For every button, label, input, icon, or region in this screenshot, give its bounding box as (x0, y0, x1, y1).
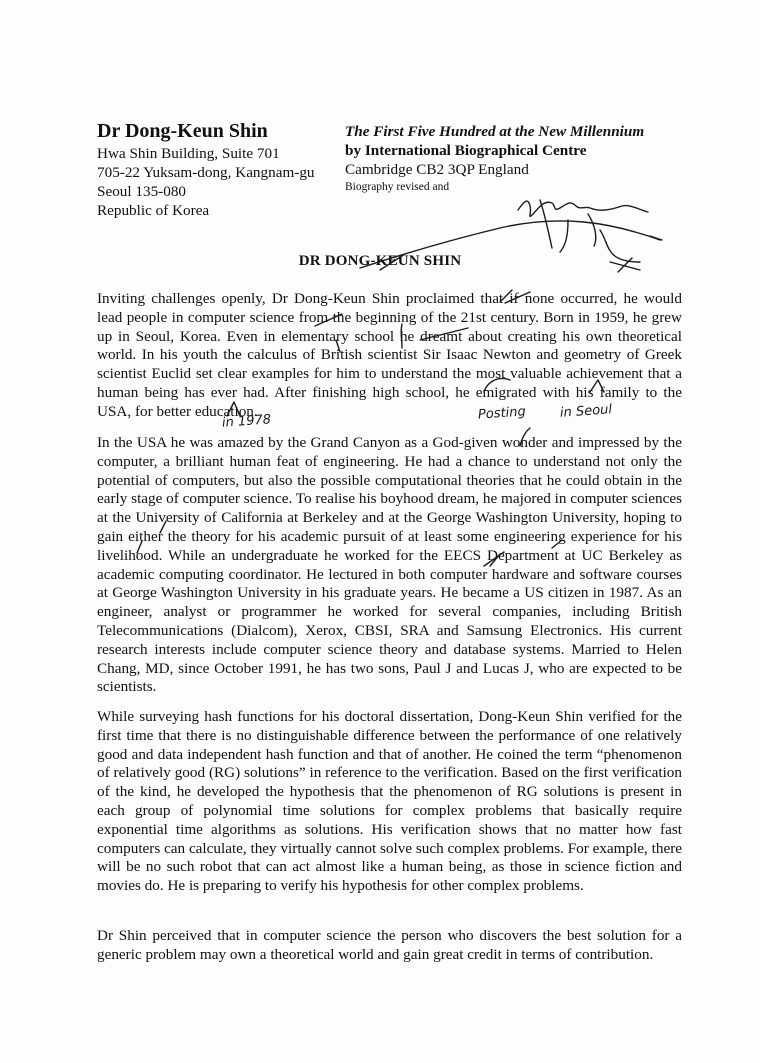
paragraph: Inviting challenges openly, Dr Dong-Keun Shin proclaimed that if none occurred, he would lead people in computer science from the beginning of the 21st century. Born in 1959, he grew up in Seoul, Korea. Even in elementary school he dreamt about creating his own theoretical world. In his youth the calculus of British scientist Sir Isaac Newton and geometry of Greek scientist Euclid set clear examples for him to understand the most valuable achievement that a human being has ever had. After finishing high school, he emigrated with his family to the USA, for better education. (97, 290, 682, 420)
sender-address-line: Republic of Korea (97, 202, 210, 219)
sender-address-line: Hwa Shin Building, Suite 701 (97, 145, 280, 162)
publisher-city: Cambridge CB2 3QP England (345, 161, 529, 178)
sender-address-line: 705-22 Yuksam-dong, Kangnam-gu (97, 164, 315, 181)
publisher-line: by International Biographical Centre (345, 142, 587, 159)
sender-address-line: Seoul 135-080 (97, 183, 187, 200)
signature (518, 200, 648, 252)
sender-name: Dr Dong-Keun Shin (97, 120, 268, 142)
handwritten-note-year: in 1978 (221, 412, 272, 431)
publication-title: The First Five Hundred at the New Millennium (345, 123, 645, 140)
recipient-block (345, 122, 665, 196)
paragraph: In the USA he was amazed by the Grand Canyon as a God-given wonder and impressed by the computer, a brilliant human feat of engineering. He had a chance to understand not only the potential of computers, but also the possible computational theories that he could obtain in the early stage of computer science. To realise his boyhood dream, he majored in computer sciences at the University of California at Berkeley and at the George Washington University, hoping to gain either the theory for his academic pursuit of at least some engineering experience for his livelihood. While an undergraduate he worked for the EECS Department at UC Berkeley as academic computing coordinator. He lectured in both computer hardware and software courses at George Washington University in his graduate years. He became a US citizen in 1987. As an engineer, analyst or programmer he worked for several companies, including British Telecommunications (Dialcom), Xerox, CBSI, SRA and Samsung Electronics. His current research interests include computer science theory and database systems. Married to Helen Chang, MD, since October 1991, he has two sons, Paul J and Lucas J, who are expected to be scientists. (97, 434, 682, 696)
paragraph: Dr Shin perceived that in computer science the person who discovers the best solution for a generic problem may own a theoretical world and gain great credit in terms of contribution. (97, 927, 682, 963)
handwritten-note-insert: in Seoul (559, 402, 613, 421)
document-title: DR DONG-KEUN SHIN (298, 253, 462, 269)
revision-note: Biography revised and (345, 181, 450, 193)
sender-block (97, 118, 337, 220)
handwritten-note-insert: Posting (477, 404, 527, 423)
paragraph: While surveying hash functions for his doctoral dissertation, Dong-Keun Shin verified for the first time that there is no distinguishable difference between the performance of one relatively good and data independent hash function and that of another. He coined the term “phenomenon of relatively good (RG) solutions” in reference to the verification. Based on the first verification of the kind, he developed the hypothesis that the phenomenon of RG solutions is present in each group of polynomial time solutions for complex problems that basically require exponential time algorithms as solutions. His verification shows that no matter how fast computers can calculate, they virtually cannot solve such complex problems. For example, there will be no such robot that can act almost like a human being, as those in science fiction and movies do. He is preparing to verify his hypothesis for other complex problems. (97, 708, 682, 895)
